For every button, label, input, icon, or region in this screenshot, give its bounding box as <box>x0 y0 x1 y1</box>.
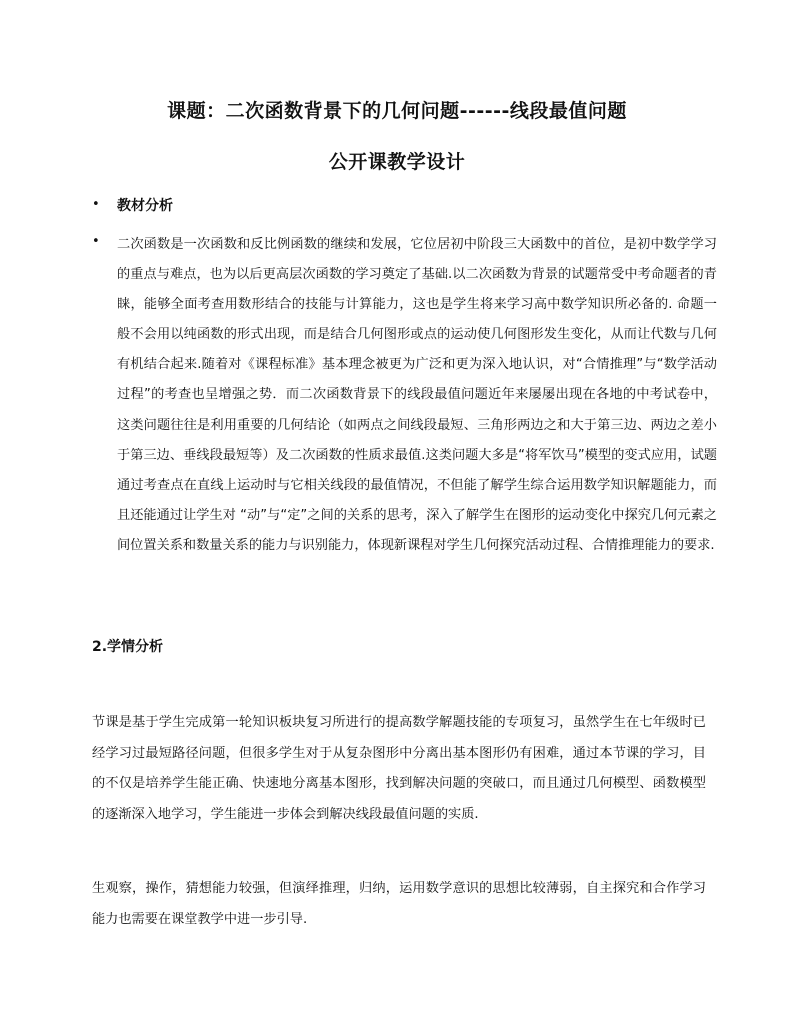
bullet-marker: • <box>92 234 100 249</box>
bullet-marker: • <box>92 197 100 212</box>
section-heading-student-analysis: 2.学情分析 <box>92 639 164 655</box>
student-analysis-paragraph-2: 生观察，操作，猜想能力较强，但演绎推理，归纳，运用数学意识的思想比较薄弱，自主探究和合作学习能力也需要在课堂教学中进一步引导. <box>92 881 706 927</box>
lesson-title: 课题：二次函数背景下的几何问题------线段最值问题 <box>167 100 627 122</box>
textbook-analysis-paragraph: 二次函数是一次函数和反比例函数的继续和发展，它位居初中阶段三大函数中的首位，是初中数学学习的重点与难点，也为以后更高层次函数的学习奠定了基础.以二次函数为背景的试题常受中考命题者的青睐，能够全面考查用数形结合的技能与计算能力，这也是学生将来学习高中数学知识所必备的. 命题一般不会用以纯函数的形式出现，而是结合几何图形或点的运动使几何图形发生变化，从而让代数与几何有机结合起来.随着对《课程标准》基本理念被更为广泛和更为深入地认识，对“合情推理”与“数学活动过程”的考查也呈增强之势．而二次函数背景下的线段最值问题近年来屡屡出现在各地的中考试卷中，这类问题往往是利用重要的几何结论（如两点之间线段最短、三角形两边之和大于第三边、两边之差小于第三边、垂线段最短等）及二次函数的性质求最值.这类问题大多是“将军饮马”模型的变式应用，试题通过考查点在直线上运动时与它相关线段的最值情况，不但能了解学生综合运用数学知识解题能力，而且还能通过让学生对 “动”与“定”之间的关系的思考，深入了解学生在图形的运动变化中探究几何元素之间位置关系和数量关系的能力与识别能力，体现新课程对学生几何探究活动过程、合情推理能力的要求. <box>117 237 717 553</box>
lesson-subtitle: 公开课教学设计 <box>328 151 466 173</box>
section-heading-textbook-analysis: 教材分析 <box>117 198 173 214</box>
student-analysis-paragraph-1: 节课是基于学生完成第一轮知识板块复习所进行的提高数学解题技能的专项复习，虽然学生在七年级时已经学习过最短路径问题，但很多学生对于从复杂图形中分离出基本图形仍有困难，通过本节课的学习，目的不仅是培养学生能正确、快速地分离基本图形，找到解决问题的突破口，而且通过几何模型、函数模型的逐渐深入地学习，学生能进一步体会到解决线段最值问题的实质. <box>92 715 706 822</box>
